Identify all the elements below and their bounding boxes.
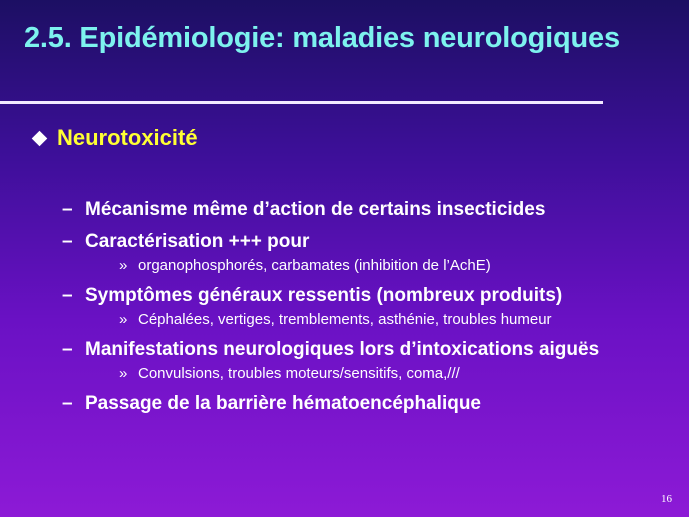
list-item [62,392,672,416]
dash-marker: – [62,199,73,220]
dash-marker: – [62,393,73,414]
diamond-icon [32,130,48,146]
section-heading: Neurotoxicité [57,125,198,150]
dash-marker: – [62,285,73,306]
sub-marker: » [119,311,128,328]
sub-item-text: organophosphorés, carbamates (inhibition de l’AchE) [138,257,491,274]
page-number: 16 [661,493,672,505]
list-item-text: Mécanisme même d’action de certains insecticides [85,199,546,220]
list-item-text: Passage de la barrière hématoencéphalique [85,393,482,414]
sub-marker: » [119,257,128,274]
dash-marker: – [62,231,73,252]
dash-marker: – [62,339,73,360]
sub-marker: » [119,365,128,382]
sub-item-text: Céphalées, vertiges, tremblements, asthénie, troubles humeur [138,311,552,328]
main-bullet [30,124,198,152]
slide-title: 2.5. Epidémiologie: maladies neurologiques [24,22,620,54]
bullet-list [62,198,672,424]
sub-item [85,311,672,329]
sub-item [85,365,672,383]
list-item [62,198,672,222]
list-item-text: Manifestations neurologiques lors d’intoxications aiguës [85,339,600,360]
list-item-text: Caractérisation +++ pour [85,231,310,252]
sub-item-text: Convulsions, troubles moteurs/sensitifs, coma,/// [138,365,460,382]
list-item [62,284,672,329]
title-divider [0,101,603,104]
list-item [62,338,672,383]
list-item-text: Symptômes généraux ressentis (nombreux produits) [85,285,563,306]
list-item [62,230,672,275]
sub-item [85,257,672,275]
